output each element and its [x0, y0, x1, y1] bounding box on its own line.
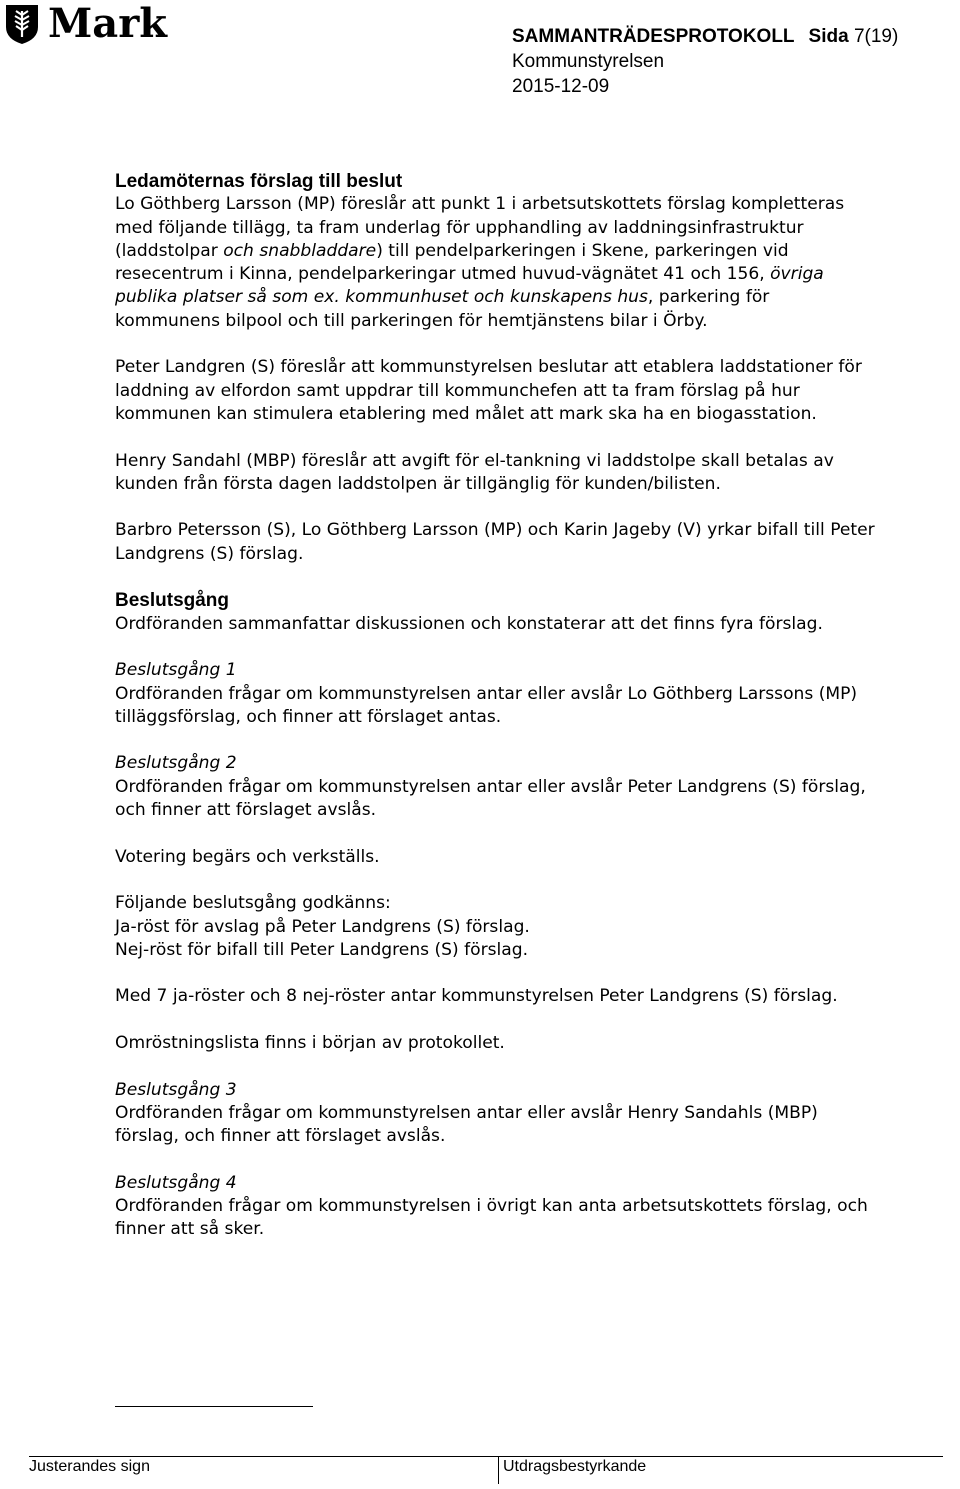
coat-of-arms-icon — [4, 3, 40, 45]
decision-step-3-title: Beslutsgång 3 — [115, 1079, 237, 1100]
decision-step-3 — [115, 1079, 875, 1149]
end-rule — [115, 1406, 313, 1407]
proposal-text-a: Lo Göthberg Larsson (MP) föreslår att punkt 1 i arbetsutskottets förslag kompletteras med följande tillägg, ta fram underlag för upphandling av laddningsinfrastruktur (laddstolpar — [115, 194, 845, 261]
decision-intro-text: Ordföranden sammanfattar diskussionen och konstaterar att det finns fyra förslag. — [115, 613, 823, 634]
no-vote-meaning: Nej-röst för bifall till Peter Landgrens (S) förslag. — [115, 939, 529, 960]
meeting-date: 2015-12-09 — [512, 76, 610, 97]
decision-step-2-text: Ordföranden frågar om kommunstyrelsen antar eller avslår Peter Landgrens (S) förslag, och finner att förslaget avslås. — [115, 776, 866, 821]
decision-step-2-title: Beslutsgång 2 — [115, 753, 237, 774]
page-number: 7(19) — [853, 26, 899, 47]
section-heading-beslutsgang: Beslutsgång — [115, 590, 230, 612]
approved-procedure-label: Följande beslutsgång godkänns: — [115, 893, 391, 914]
decision-step-4 — [115, 1172, 875, 1242]
decision-step-2 — [115, 752, 875, 822]
proposal-paragraph-2: Peter Landgren (S) föreslår att kommunstyrelsen beslutar att etablera laddstationer för laddning av elfordon samt uppdrar till kommunchefen att ta fram förslag på hur kommunen kan stimulera etablering med målet att mark ska ha en biogasstation. — [115, 357, 862, 424]
yes-vote-meaning: Ja-röst för avslag på Peter Landgrens (S) förslag. — [115, 916, 530, 937]
decision-step-1 — [115, 659, 875, 729]
proposal-text-c: ) till pendelparkeringen i Skene, parkeringen vid resecentrum i Kinna, pendelparkeringar utmed huvud-vägnätet 41 och 156, — [115, 240, 789, 285]
vote-result: Med 7 ja-röster och 8 nej-röster antar kommunstyrelsen Peter Landgrens (S) förslag. — [115, 986, 838, 1007]
proposal-paragraph-3: Henry Sandahl (MBP) föreslår att avgift för el-tankning vi laddstolpe skall betalas av kunden från första dagen laddstolpen är tillgänglig för kunden/bilisten. — [115, 450, 834, 494]
approved-procedure — [115, 892, 875, 962]
adjuster-sign-label: Justerandes sign — [29, 1458, 150, 1475]
decision-process-intro — [115, 589, 875, 636]
signature-footer — [29, 1456, 943, 1475]
proposal-text-b: och snabbladdare — [223, 240, 377, 261]
decision-step-4-title: Beslutsgång 4 — [115, 1172, 237, 1193]
decision-step-1-title: Beslutsgång 1 — [115, 660, 237, 681]
protocol-title: SAMMANTRÄDESPROTOKOLL — [512, 26, 795, 47]
extract-certification-label: Utdragsbestyrkande — [498, 1456, 646, 1484]
decision-step-4-text: Ordföranden frågar om kommunstyrelsen i övrigt kan anta arbetsutskottets förslag, och finner att så sker. — [115, 1196, 868, 1240]
vote-list-note: Omröstningslista finns i början av protokollet. — [115, 1032, 505, 1053]
page-label: Sida — [808, 26, 849, 47]
protocol-body — [115, 170, 875, 1265]
section-heading-proposals: Ledamöternas förslag till beslut — [115, 171, 403, 192]
footer-divider — [29, 1456, 943, 1457]
proposal-paragraph-4: Barbro Petersson (S), Lo Göthberg Larsson (MP) och Karin Jageby (V) yrkar bifall till Peter Landgrens (S) förslag. — [115, 520, 875, 564]
municipality-logo — [4, 2, 167, 46]
proposals-paragraph-1 — [115, 170, 875, 333]
proposal-text-d: övriga publika platser så som ex. kommunhuset och kunskapens hus — [115, 264, 824, 308]
decision-step-1-text: Ordföranden frågar om kommunstyrelsen antar eller avslår Lo Göthberg Larssons (MP) tilläggsförslag, och finner att förslaget antas. — [115, 683, 858, 727]
vote-requested: Votering begärs och verkställs. — [115, 846, 380, 867]
proposal-text-e: , parkering för kommunens bilpool och till parkeringen för hemtjänstens bilar i Örby. — [115, 287, 770, 331]
logo-wordmark: Mark — [48, 0, 167, 47]
decision-step-3-text: Ordföranden frågar om kommunstyrelsen antar eller avslår Henry Sandahls (MBP) förslag, och finner att förslaget avslås. — [115, 1102, 818, 1147]
document-header — [512, 24, 898, 99]
committee-name: Kommunstyrelsen — [512, 51, 665, 72]
